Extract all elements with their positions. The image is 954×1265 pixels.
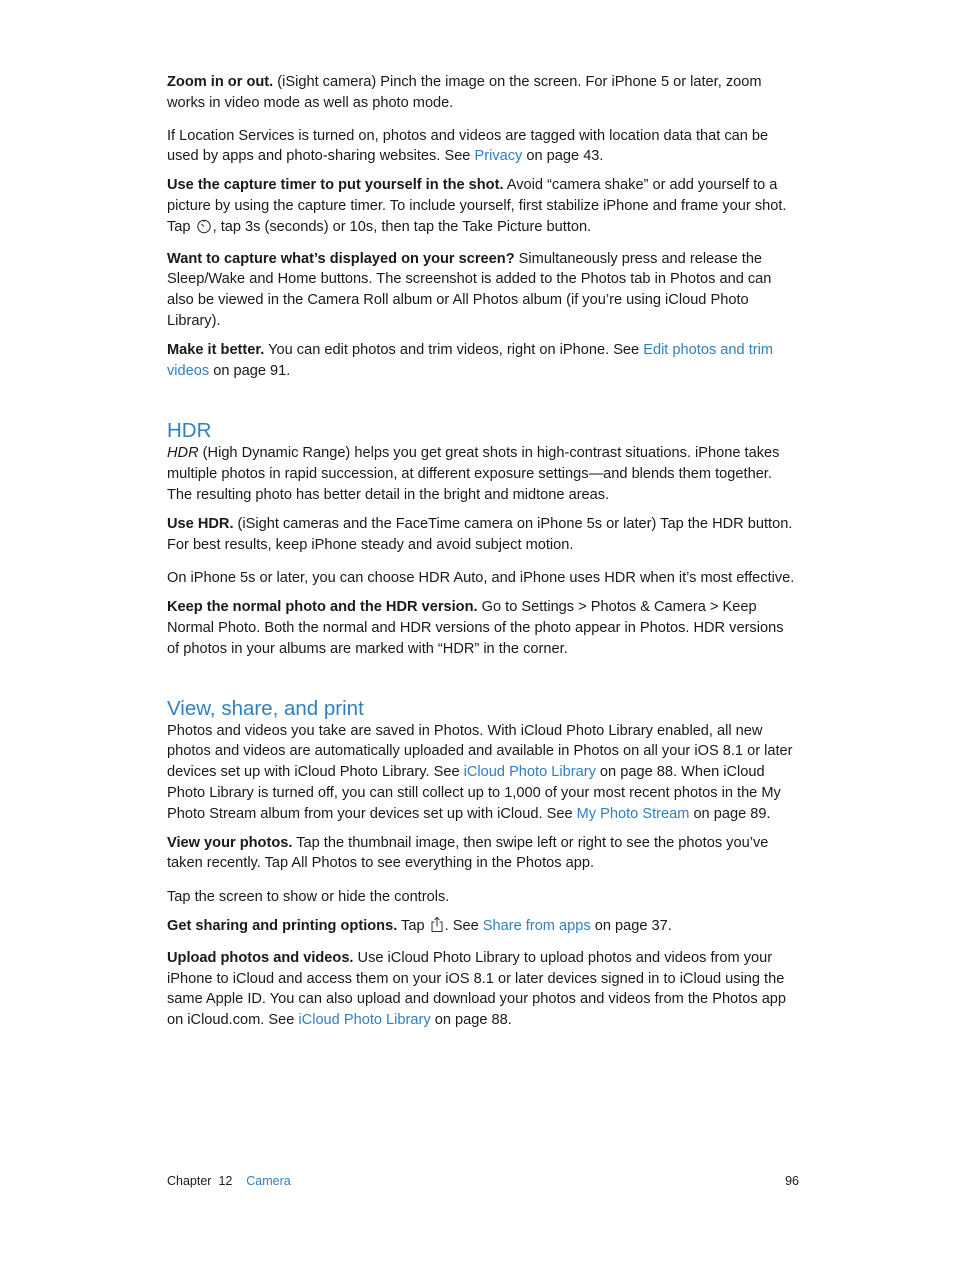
icloud-photo-library-link[interactable]: iCloud Photo Library — [463, 764, 596, 781]
use-hdr-paragraph: Use HDR. (iSight cameras and the FaceTime camera on iPhone 5s or later) Tap the HDR button. For best results, keep iPhone steady and avoid subject motion. — [167, 515, 793, 553]
sharing-paragraph: Get sharing and printing options. Tap . See Share from apps on page 37. — [167, 916, 799, 940]
edit-photos-link[interactable]: Edit photos and trim videos — [167, 341, 774, 379]
view-photos-paragraph: View your photos. Tap the thumbnail image, then swipe left or right to see the photos you’ve taken recently. Tap All Photos to see everything in the Photos app. — [167, 834, 769, 872]
timer-icon — [196, 218, 212, 241]
icloud-photo-library-link-2[interactable]: iCloud Photo Library — [298, 1012, 431, 1029]
timer-lead: Use the capture timer to put yourself in the shot. — [167, 177, 504, 194]
footer-chapter-link[interactable]: Camera — [246, 1174, 291, 1188]
page-number: 96 — [785, 1174, 799, 1188]
share-icon — [430, 916, 444, 940]
footer-chapter-label: Chapter — [167, 1174, 212, 1188]
hdr-heading: HDR — [167, 419, 212, 443]
view-photos-lead: View your photos. — [167, 834, 293, 851]
capture-lead: Want to capture what’s displayed on your screen? — [167, 250, 515, 267]
my-photo-stream-link[interactable]: My Photo Stream — [576, 805, 690, 822]
better-paragraph: Make it better. You can edit photos and trim videos, right on iPhone. See Edit photos and trim videos on page 91. — [167, 341, 774, 379]
view-share-print-heading: View, share, and print — [167, 696, 364, 720]
privacy-link[interactable]: Privacy — [474, 148, 523, 165]
page-content — [167, 72, 799, 1031]
tap-screen-paragraph: Tap the screen to show or hide the controls. — [167, 889, 450, 906]
zoom-lead: Zoom in or out. — [167, 74, 274, 90]
upload-lead: Upload photos and videos. — [167, 949, 354, 966]
capture-paragraph: Want to capture what’s displayed on your screen? Simultaneously press and release the Sleep/Wake and Home buttons. The screenshot is added to the Photos tab in Photos and can also be viewed in the Camera Roll album or All Photos album (if you’re using iCloud Photo Library). — [167, 250, 772, 329]
use-hdr-lead: Use HDR. — [167, 515, 234, 532]
hdr-intro-paragraph: HDR (High Dynamic Range) helps you get great shots in high-contrast situations. iPhone takes multiple photos in rapid succession, at different exposure settings—and blends them together. The resulting photo has better detail in the bright and midtone areas. — [167, 445, 780, 503]
page-footer — [167, 1174, 799, 1188]
footer-chapter-number: 12 — [218, 1174, 233, 1188]
keep-normal-paragraph: Keep the normal photo and the HDR version. Go to Settings > Photos & Camera > Keep Normal Photo. Both the normal and HDR versions of the photo appear in Photos. HDR versions of photos in your albums are marked with “HDR” in the corner. — [167, 599, 784, 657]
view-intro-paragraph: Photos and videos you take are saved in Photos. With iCloud Photo Library enabled, all new photos and videos are automatically uploaded and available in Photos on all your iOS 8.1 or later devices set up with iCloud Photo Library. See iCloud Photo Library on page 88. When iCloud Photo Library is turned off, you can still collect up to 1,000 of your most recent photos in the My Photo Stream album from your devices set up with iCloud. See My Photo Stream on page 89. — [167, 722, 793, 822]
sharing-lead: Get sharing and printing options. — [167, 917, 398, 934]
hdr-auto-paragraph: On iPhone 5s or later, you can choose HDR Auto, and iPhone uses HDR when it’s most effective. — [167, 570, 795, 587]
keep-normal-lead: Keep the normal photo and the HDR version. — [167, 599, 478, 616]
upload-paragraph: Upload photos and videos. Use iCloud Photo Library to upload photos and videos from your iPhone to iCloud and access them on your iOS 8.1 or later devices signed in to iCloud using the same Apple ID. You can also upload and download your photos and videos from the Photos app on iCloud.com. See iCloud Photo Library on page 88. — [167, 949, 787, 1029]
zoom-paragraph: Zoom in or out. (iSight camera) Pinch the image on the screen. For iPhone 5 or later, zoom works in video mode as well as photo mode. — [167, 74, 762, 111]
share-from-apps-link[interactable]: Share from apps — [482, 917, 591, 934]
timer-paragraph: Use the capture timer to put yourself in the shot. Avoid “camera shake” or add yourself to a picture by using the capture timer. To include yourself, first stabilize iPhone and frame your shot. Tap , tap 3s (seconds) or 10s, then tap the Take Picture button. — [167, 175, 799, 240]
location-paragraph: If Location Services is turned on, photos and videos are tagged with location data that can be used by apps and photo-sharing websites. See Privacy on page 43. — [167, 127, 769, 165]
better-lead: Make it better. — [167, 341, 265, 358]
